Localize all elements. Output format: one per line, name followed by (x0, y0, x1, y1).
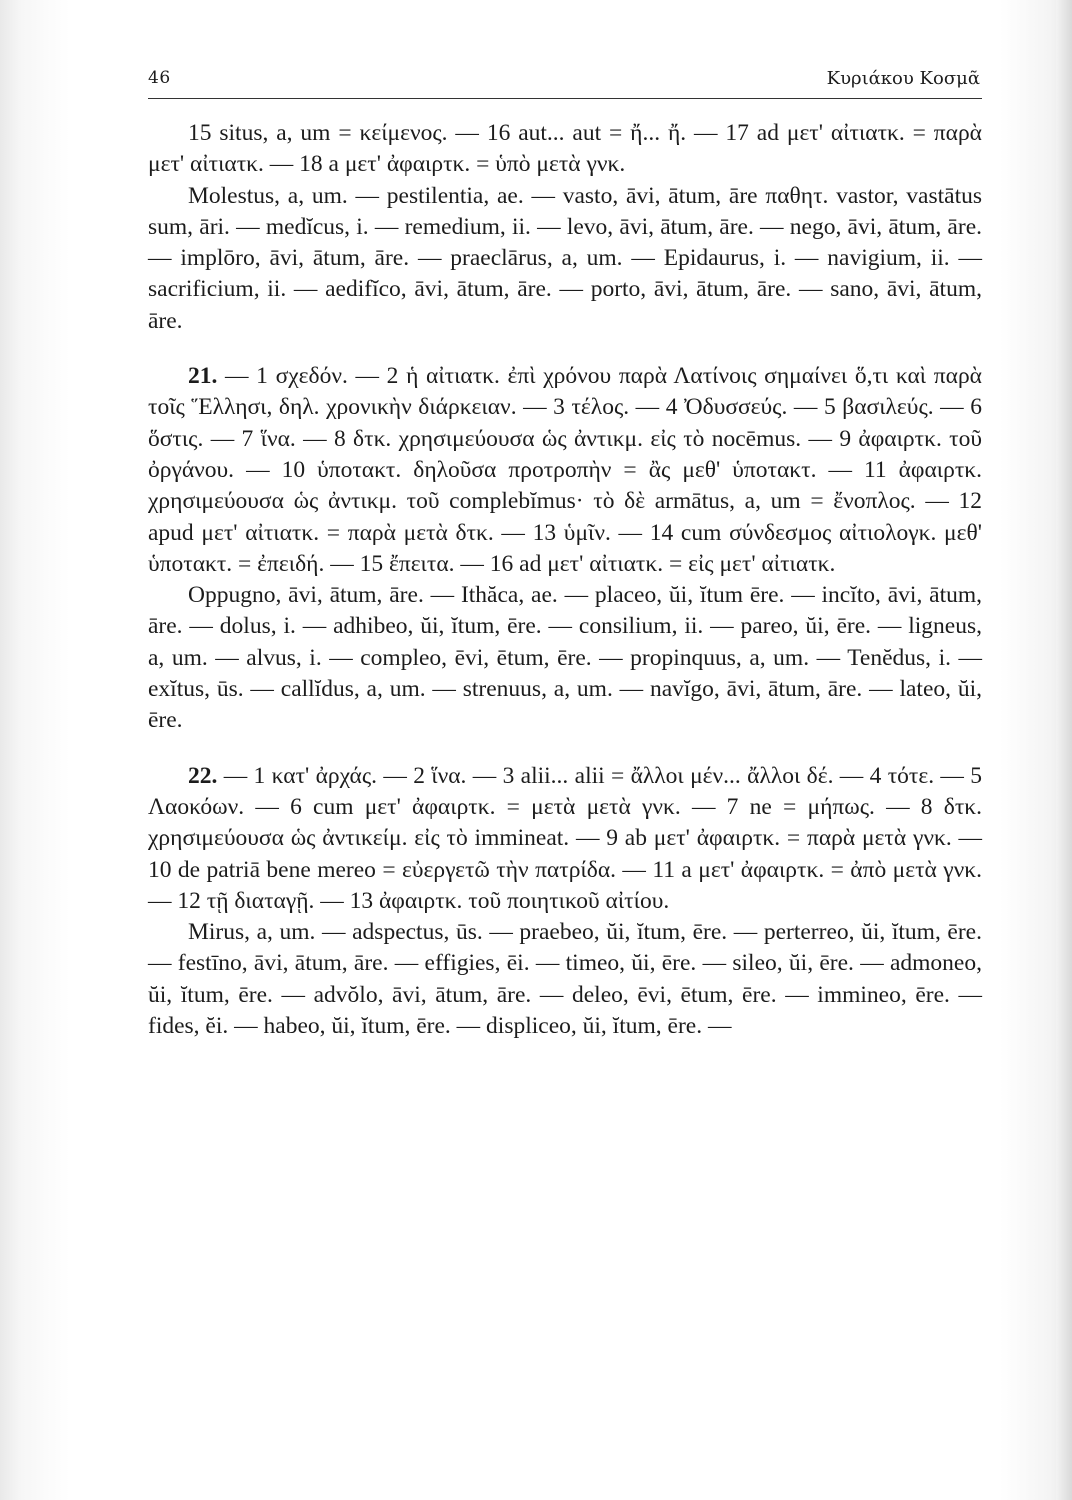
section-number-22: 22. (188, 762, 218, 789)
page-edge-shadow (1056, 0, 1072, 1500)
vocabulary-paragraph-20: Molestus, a, um. — pestilentia, ae. — vasto, āvi, ātum, āre παθητ. vastor, vastātus sum, āri. — medĭcus, i. — remedium, ii. — levo, āvi, ātum, āre. — nego, āvi, ātum, āre. — implōro, āvi, ātum, āre. — praeclārus, a, um. — Epidaurus, i. — navigium, ii. — sacrificium, ii. — aedifĭco, āvi, ātum, āre. — porto, āvi, ātum, āre. — sano, āvi, ātum, āre. (148, 182, 982, 334)
vocabulary-paragraph-22: Mirus, a, um. — adspectus, ūs. — praebeo, ŭi, ĭtum, ēre. — perterreo, ŭi, ĭtum, ēre. — festīno, āvi, ātum, āre. — effigies, ēi. — timeo, ŭi, ēre. — sileo, ŭi, ēre. — admoneo, ŭi, ĭtum, ēre. — advŏlo, āvi, ātum, āre. — deleo, ēvi, ētum, ēre. — immineo, ēre. — fides, ĕi. — habeo, ŭi, ĭtum, ēre. — displiceo, ŭi, ĭtum, ēre. — (148, 919, 982, 1040)
notes-text-21: — 1 σχεδόν. — 2 ἡ αἰτιατκ. ἐπὶ χρόνου παρὰ Λατίνοις σημαίνει ὅ,τι καὶ παρὰ τοῖς Ἕλλησι, δηλ. χρονικὴν διάρκειαν. — 3 τέλος. — 4 Ὀδυσσεύς. — 5 βασιλεύς. — 6 ὅστις. — 7 ἵνα. — 8 δτκ. χρησιμεύουσα ὡς ἀντικμ. εἰς τὸ nocēmus. — 9 ἀφαιρτκ. τοῦ ὀργάνου. — 10 ὑποτακτ. δηλοῦσα προτροπὴν = ἂς μεθ' ὑποτακτ. — 11 ἀφαιρτκ. χρησιμεύουσα ὡς ἀντικμ. τοῦ complebĭmus· τὸ δὲ armātus, a, um = ἔνοπλος. — 12 apud μετ' αἰτιατκ. = παρὰ μετὰ δτκ. — 13 ὑμῖν. — 14 cum σύνδεσμος αἰτιολογκ. μεθ' ὑποτακτ. = ἐπειδή. — 15 ἔπειτα. — 16 ad μετ' αἰτιατκ. = εἰς μετ' αἰτιατκ. (148, 363, 982, 577)
vocabulary-paragraph-21: Oppugno, āvi, ātum, āre. — Ithăca, ae. — placeo, ŭi, ĭtum ēre. — incĭto, āvi, ātum, āre. — dolus, i. — adhibeo, ŭi, ĭtum, ēre. — consilium, ii. — pareo, ŭi, ēre. — ligneus, a, um. — alvus, i. — compleo, ēvi, ētum, ēre. — propinquus, a, um. — Tenĕdus, i. — exĭtus, ūs. — callĭdus, a, um. — strenuus, a, um. — navĭgo, āvi, ātum, āre. — lateo, ŭi, ēre. (148, 582, 982, 734)
page-header (148, 64, 982, 99)
page-number: 46 (148, 68, 171, 88)
notes-paragraph-21 (148, 361, 982, 580)
notes-paragraph-20-continued: 15 situs, a, um = κείμενος. — 16 aut... aut = ἤ... ἤ. — 17 ad μετ' αἰτιατκ. = παρὰ μετ' αἰτιατκ. — 18 a μετ' ἀφαιρτκ. = ὑπὸ μετὰ γνκ. (148, 120, 982, 178)
running-head: Κυριάκου Κοσμᾶ (826, 68, 980, 89)
notes-text-22: — 1 κατ' ἀρχάς. — 2 ἵνα. — 3 alii... alii = ἄλλοι μέν... ἄλλοι δέ. — 4 τότε. — 5 Λαοκόων. — 6 cum μετ' ἀφαιρτκ. = μετὰ μετὰ γνκ. — 7 ne = μήπως. — 8 δτκ. χρησιμεύουσα ὡς ἀντικείμ. εἰς τὸ immineat. — 9 ab μετ' ἀφαιρτκ. = παρὰ μετὰ γνκ. — 10 de patriā bene mereo = εὐεργετῶ τὴν πατρίδα. — 11 a μετ' ἀφαιρτκ. = ἀπὸ μετὰ γνκ. — 12 τῇ διαταγῇ. — 13 ἀφαιρτκ. τοῦ ποιητικοῦ αἰτίου. (148, 762, 983, 914)
section-number-21: 21. (188, 363, 218, 390)
page-body (148, 118, 982, 1042)
notes-paragraph-22 (148, 761, 982, 917)
